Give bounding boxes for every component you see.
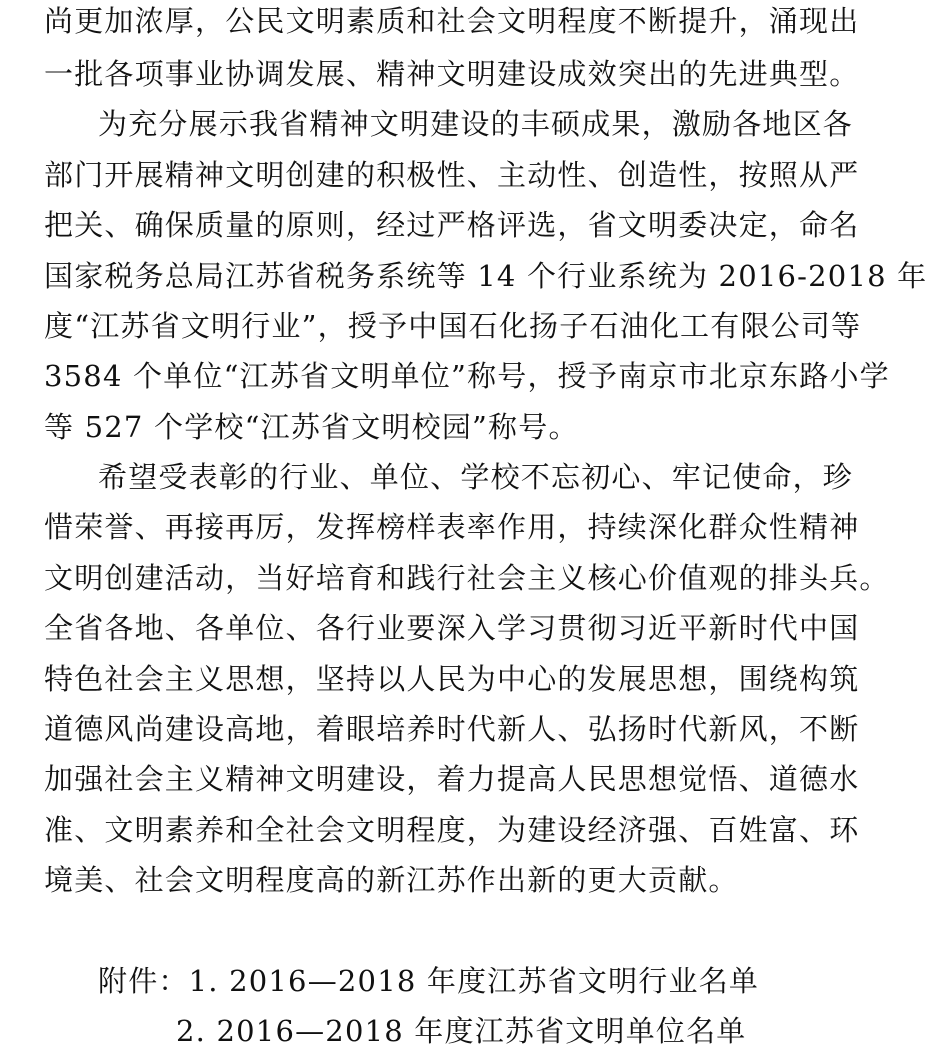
paragraph-3-line-9: 境美、社会文明程度高的新江苏作出新的更大贡献。 (44, 863, 739, 897)
paragraph-2-line-4: 国家税务总局江苏省税务系统等 14 个行业系统为 2016-2018 年 (44, 259, 927, 293)
paragraph-2-line-1: 为充分展示我省精神文明建设的丰硕成果，激励各地区各 (98, 107, 854, 141)
paragraph-2-line-7: 等 527 个学校“江苏省文明校园”称号。 (44, 410, 579, 444)
paragraph-3-line-5: 特色社会主义思想，坚持以人民为中心的发展思想，围绕构筑 (44, 662, 860, 696)
paragraph-2-line-6: 3584 个单位“江苏省文明单位”称号，授予南京市北京东路小学 (44, 359, 890, 393)
paragraph-3-line-6: 道德风尚建设高地，着眼培养时代新人、弘扬时代新风，不断 (44, 712, 860, 746)
paragraph-1-line-2: 一批各项事业协调发展、精神文明建设成效突出的先进典型。 (44, 57, 860, 91)
attachment-1: 附件：1. 2016—2018 年度江苏省文明行业名单 (98, 964, 760, 998)
paragraph-3-line-7: 加强社会主义精神文明建设，着力提高人民思想觉悟、道德水 (44, 762, 860, 796)
paragraph-3-line-3: 文明创建活动，当好培育和践行社会主义核心价值观的排头兵。 (44, 561, 890, 595)
paragraph-2-line-3: 把关、确保质量的原则，经过严格评选，省文明委决定，命名 (44, 208, 860, 242)
paragraph-2-line-2: 部门开展精神文明创建的积极性、主动性、创造性，按照从严 (44, 158, 860, 192)
paragraph-2-line-5: 度“江苏省文明行业”，授予中国石化扬子石油化工有限公司等 (44, 309, 862, 343)
paragraph-3-line-2: 惜荣誉、再接再厉，发挥榜样表率作用，持续深化群众性精神 (44, 510, 860, 544)
paragraph-3-line-1: 希望受表彰的行业、单位、学校不忘初心、牢记使命，珍 (98, 460, 854, 494)
paragraph-3-line-8: 准、文明素养和全社会文明程度，为建设经济强、百姓富、环 (44, 813, 860, 847)
paragraph-3-line-4: 全省各地、各单位、各行业要深入学习贯彻习近平新时代中国 (44, 611, 860, 645)
paragraph-1-line-1: 尚更加浓厚，公民文明素质和社会文明程度不断提升，涌现出 (44, 4, 860, 38)
attachment-2: 2. 2016—2018 年度江苏省文明单位名单 (176, 1014, 747, 1048)
